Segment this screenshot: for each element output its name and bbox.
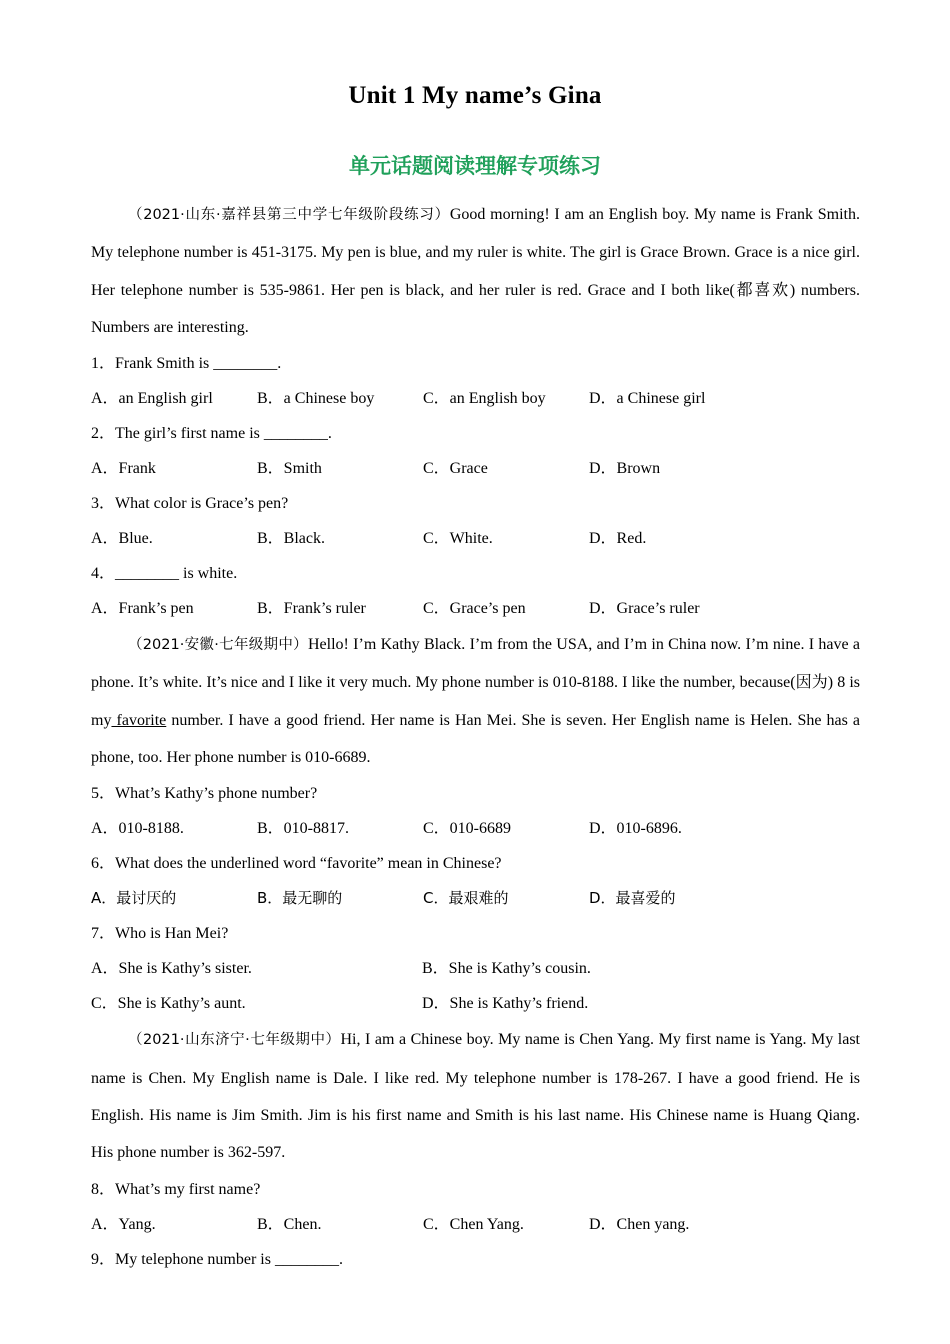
options-row	[91, 451, 860, 486]
question-stem: 4．________ is white.	[91, 565, 238, 583]
content	[91, 196, 860, 1277]
option-b: B．She is Kathy’s cousin.	[422, 960, 591, 978]
option-d: D．Grace’s ruler	[589, 600, 700, 618]
option-d: D．Chen yang.	[589, 1215, 690, 1233]
question-stem: 2．The girl’s first name is ________.	[91, 425, 332, 443]
options-row	[91, 381, 860, 416]
options-row	[91, 951, 860, 986]
option-c: C．Grace’s pen	[423, 600, 526, 618]
option-a: A．010-8188.	[91, 820, 184, 838]
option-d: D．She is Kathy’s friend.	[422, 995, 589, 1013]
passage-text: Hello! I’m Kathy Black. I’m from the USA, and I’m in China now. I’m nine. I have a phone. It’s white. It’s nice and I like it very much. My phone number is 010-8188. I like the number, because(因为) 8 is my	[91, 636, 860, 729]
passage-3	[91, 1021, 860, 1171]
option-b: B．Smith	[257, 460, 322, 478]
options-row	[91, 1207, 860, 1242]
question-stem: 1．Frank Smith is ________.	[91, 355, 282, 373]
option-a: A．最讨厌的	[91, 889, 177, 908]
option-b: B．Chen.	[257, 1215, 322, 1233]
option-d: D．010-6896.	[589, 820, 682, 838]
passage-text: number. I have a good friend. Her name is Han Mei. She is seven. Her English name is Helen. She has a phone, too. Her phone number is 010-6689.	[91, 711, 860, 767]
option-a: A．Blue.	[91, 530, 153, 548]
option-b: B．Frank’s ruler	[257, 600, 366, 618]
option-d: D．a Chinese girl	[589, 390, 706, 408]
options-row	[91, 811, 860, 846]
option-a: A．Yang.	[91, 1215, 156, 1233]
option-b: B．010-8817.	[257, 820, 350, 838]
option-c: C．010-6689	[423, 820, 512, 838]
question-stem: 6．What does the underlined word “favorite” mean in Chinese?	[91, 855, 502, 873]
option-d: D．Red.	[589, 530, 647, 548]
option-b: B．a Chinese boy	[257, 390, 375, 408]
page-subtitle: 单元话题阅读理解专项练习	[349, 154, 601, 178]
options-row	[91, 986, 860, 1021]
passage-source: （2021·山东·嘉祥县第三中学七年级阶段练习）	[128, 207, 450, 223]
underlined-word: favorite	[111, 711, 167, 729]
passage-text: Good morning! I am an English boy. My name is Frank Smith. My telephone number is 451-3175. My pen is blue, and my ruler is white. The girl is Grace Brown. Grace is a nice girl. Her telephone number is 535-9861. Her pen is black, and her ruler is red. Grace and I both like(都喜欢) numbers. Numbers are interesting.	[91, 206, 860, 336]
option-b: B．最无聊的	[257, 889, 343, 908]
question-stem: 5．What’s Kathy’s phone number?	[91, 785, 318, 803]
options-row	[91, 881, 860, 916]
question-stem: 7．Who is Han Mei?	[91, 925, 229, 943]
question-stem: 8．What’s my first name?	[91, 1180, 261, 1198]
option-c: C．White.	[423, 530, 493, 548]
options-row	[91, 521, 860, 556]
option-a: A．She is Kathy’s sister.	[91, 960, 252, 978]
option-c: C．最艰难的	[423, 889, 509, 908]
option-b: B．Black.	[257, 530, 325, 548]
question-stem: 9．My telephone number is ________.	[91, 1250, 343, 1268]
option-a: A．Frank’s pen	[91, 600, 194, 618]
option-c: C．She is Kathy’s aunt.	[91, 995, 246, 1013]
passage-source: （2021·安徽·七年级期中）	[128, 637, 308, 654]
option-d: D．Brown	[589, 460, 661, 478]
option-c: C．Chen Yang.	[423, 1215, 524, 1233]
option-c: C．Grace	[423, 460, 488, 478]
option-a: A．an English girl	[91, 390, 213, 408]
passage-2	[91, 626, 860, 776]
option-c: C．an English boy	[423, 390, 546, 408]
page-title: Unit 1 My name’s Gina	[348, 82, 602, 109]
passage-text: Hi, I am a Chinese boy. My name is Chen Yang. My first name is Yang. My last name is Chen. My English name is Dale. I like red. My telephone number is 178-267. I have a good friend. He is English. His name is Jim Smith. Jim is his first name and Smith is his last name. His Chinese name is Huang Qiang. His phone number is 362-597.	[91, 1031, 860, 1162]
option-a: A．Frank	[91, 460, 156, 478]
passage-source: （2021·山东济宁·七年级期中）	[128, 1032, 341, 1049]
question-stem: 3．What color is Grace’s pen?	[91, 495, 289, 513]
option-d: D．最喜爱的	[589, 889, 676, 908]
options-row	[91, 591, 860, 626]
passage-1	[91, 196, 860, 346]
